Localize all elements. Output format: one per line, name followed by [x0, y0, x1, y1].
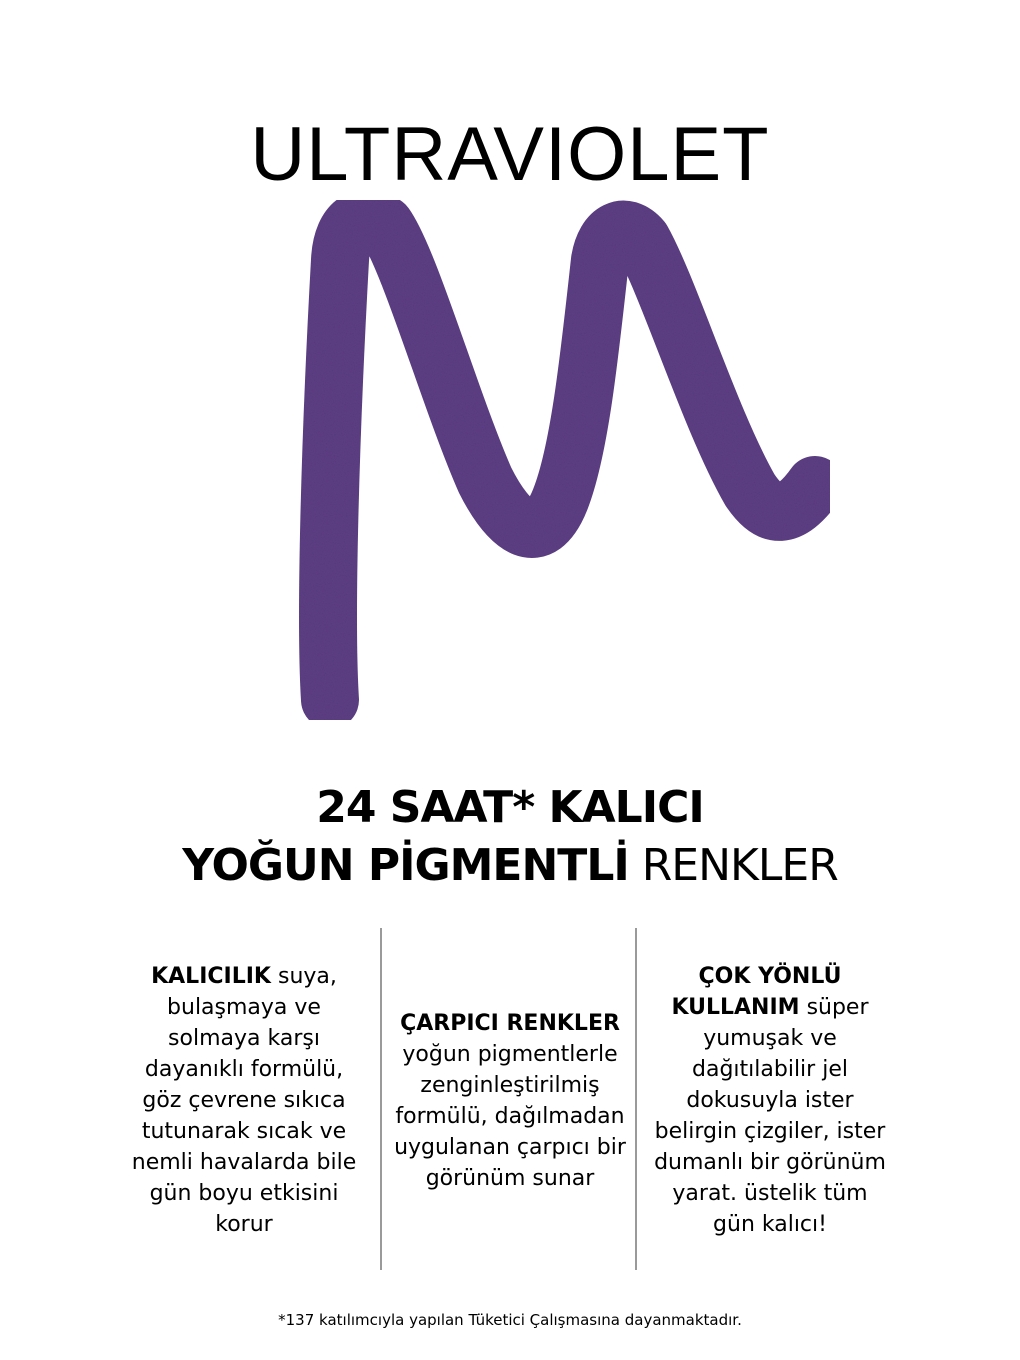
feature-columns — [110, 928, 910, 1273]
feature-body: süper yumuşak ve dağıtılabilir jel dokusuyla ister belirgin çizgiler, ister dumanlı bir görünüm yarat. üstelik tüm gün kalıcı! — [654, 995, 886, 1237]
headline-line-2-light: RENKLER — [641, 840, 838, 891]
swatch-stroke-path — [328, 218, 815, 700]
feature-body: yoğun pigmentlerle zenginleştirilmiş formülü, dağılmadan uygulanan çarpıcı bir görünüm sunar — [394, 1041, 626, 1191]
feature-text — [124, 961, 364, 1240]
feature-column-striking-colors — [376, 928, 644, 1273]
feature-heading: ÇARPICI RENKLER — [400, 1010, 620, 1036]
feature-text — [650, 961, 890, 1240]
headline-line-2 — [0, 838, 1020, 894]
feature-column-longevity — [110, 928, 378, 1273]
footnote: *137 katılımcıyla yapılan Tüketici Çalışmasına dayanmaktadır. — [278, 1311, 742, 1329]
ultraviolet-swatch-stroke — [270, 200, 830, 720]
headline-line-2-bold: YOĞUN PİGMENTLİ — [182, 840, 629, 891]
shade-title: ULTRAVIOLET — [250, 112, 770, 197]
feature-body: suya, bulaşmaya ve solmaya karşı dayanıklı formülü, göz çevrene sıkıca tutunarak sıcak ve nemli havalarda bile gün boyu etkisini korur — [131, 964, 357, 1237]
feature-column-versatile-use — [636, 928, 904, 1273]
headline-line-1-text: 24 SAAT* KALICI — [316, 782, 704, 833]
feature-text — [390, 1008, 630, 1194]
feature-heading: ÇOK YÖNLÜ KULLANIM — [671, 964, 842, 1020]
feature-heading: KALICILIK — [151, 964, 271, 989]
headline-line-1 — [0, 780, 1020, 836]
